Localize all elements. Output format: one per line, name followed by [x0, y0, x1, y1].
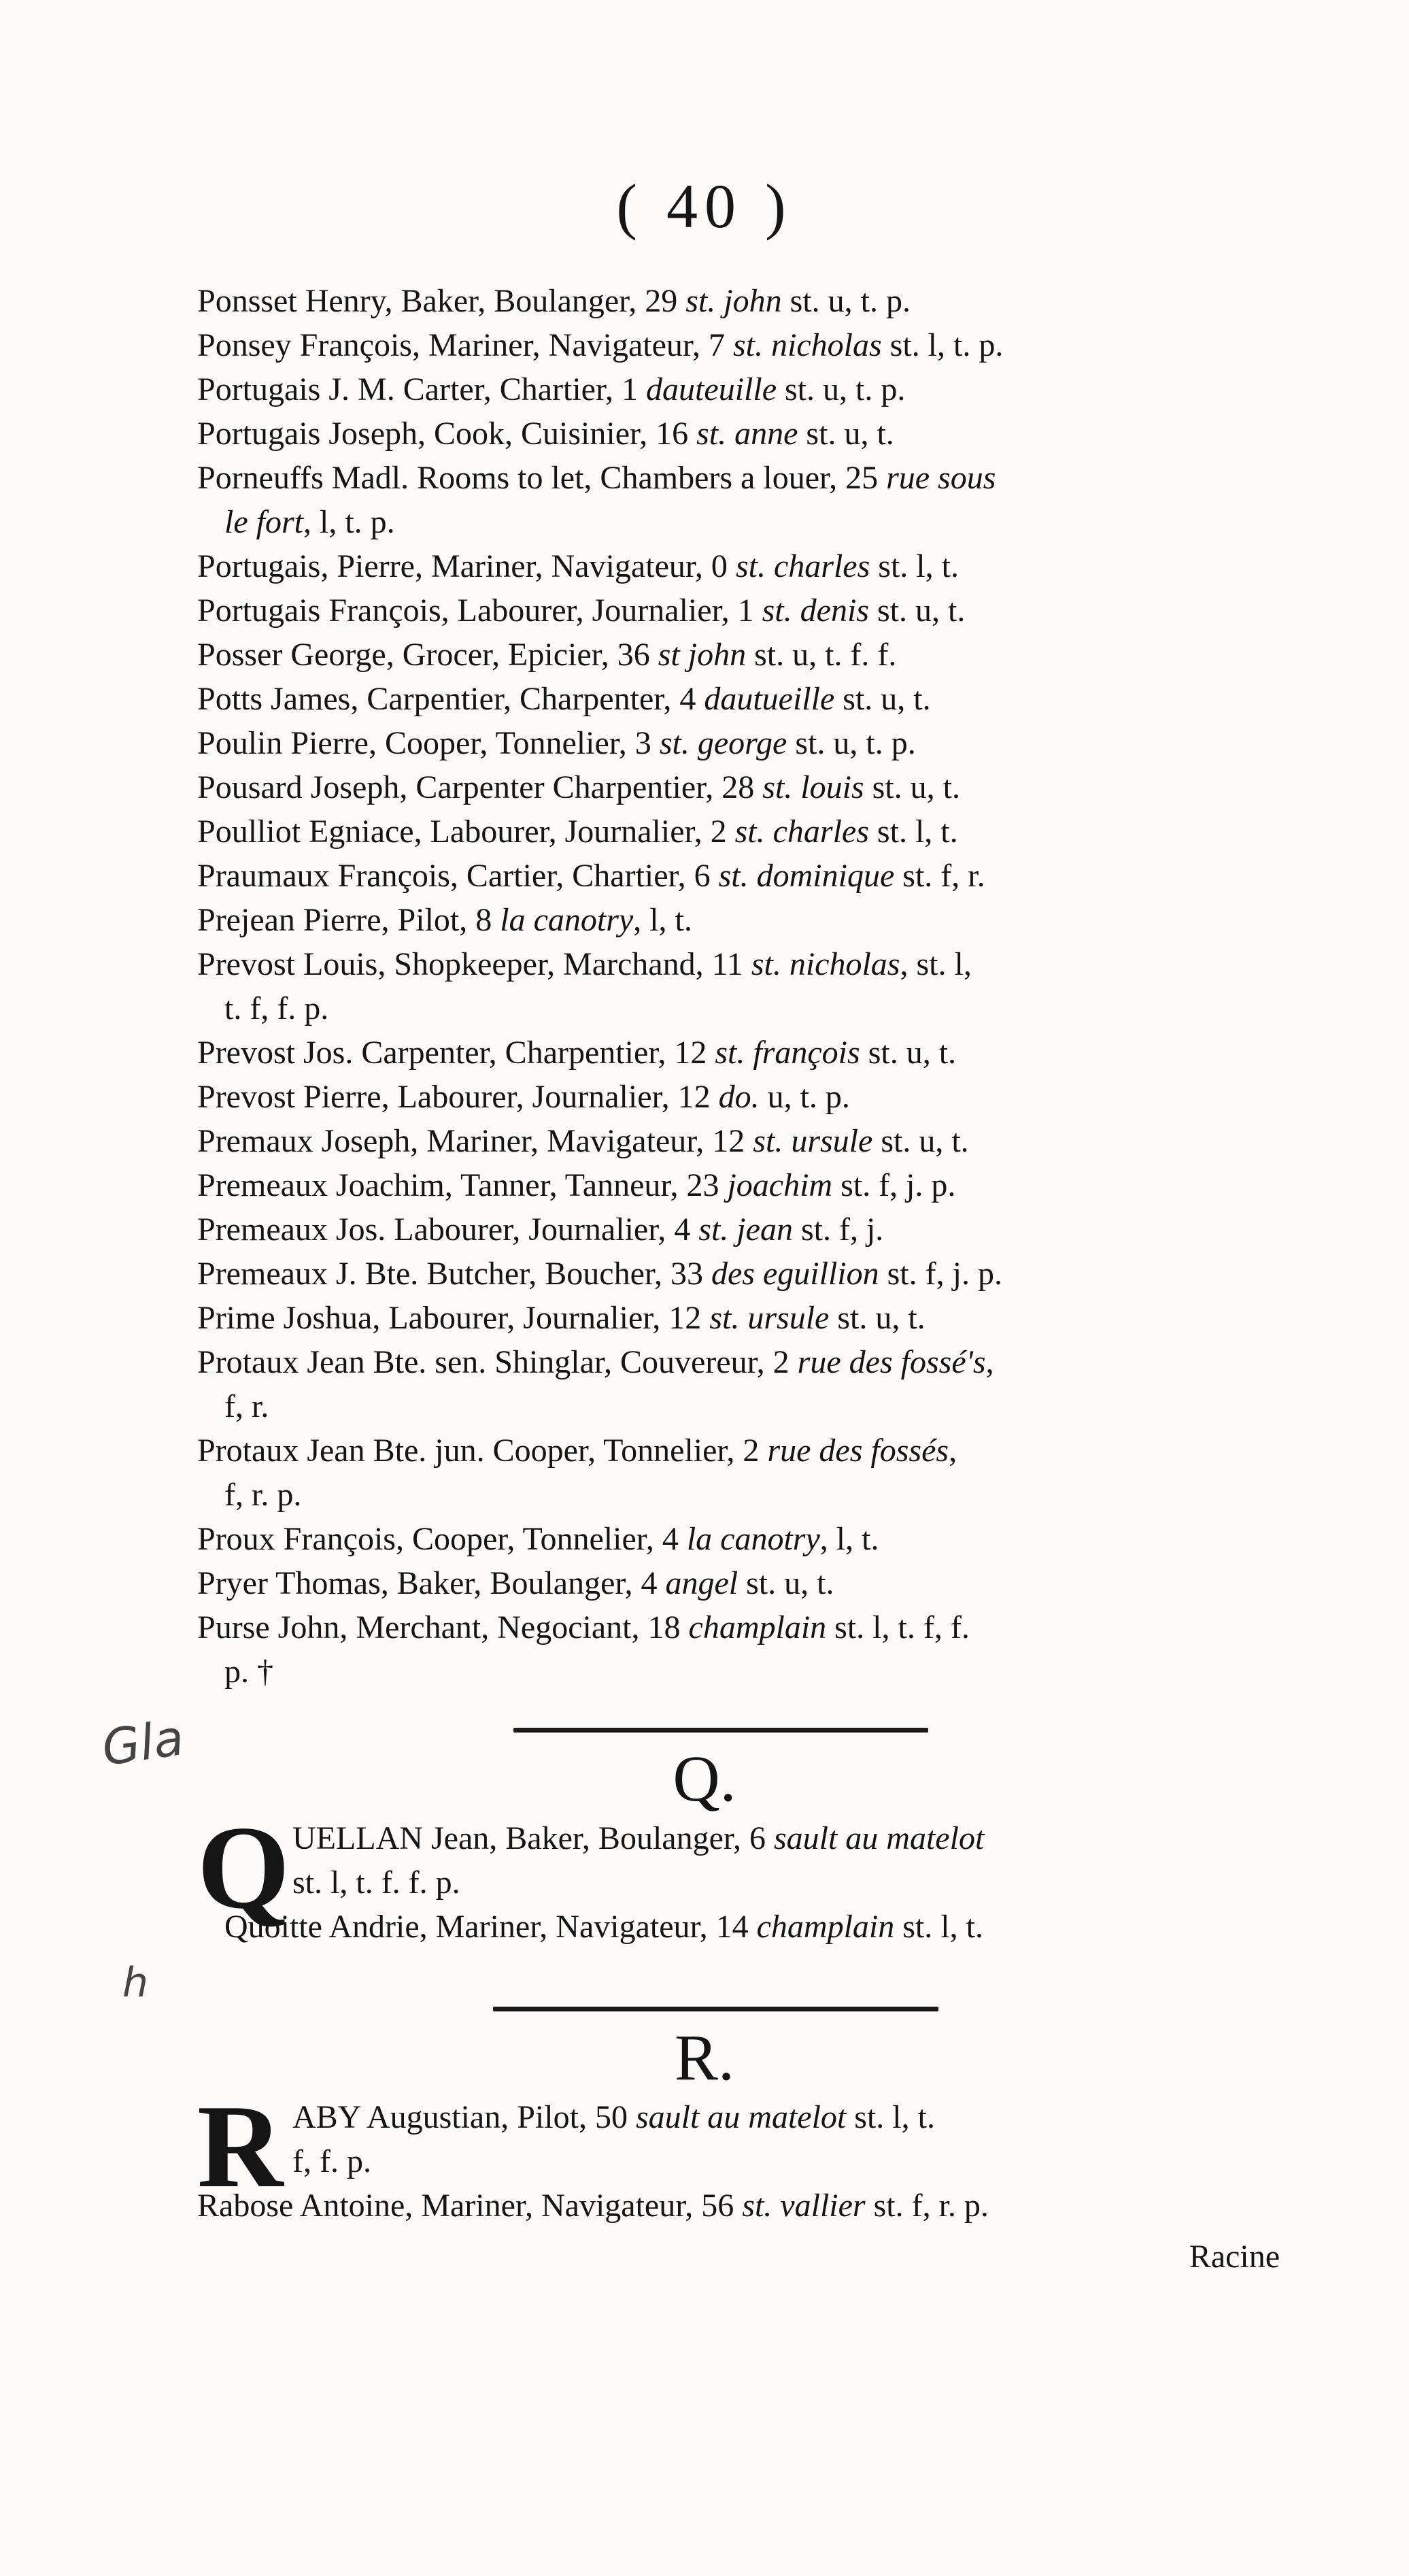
entry-text: Ponsey François, Mariner, Navigateur, 7 [197, 327, 733, 363]
entry-continuation: p. † [224, 1654, 273, 1690]
entry-text: Premaux Joseph, Mariner, Mavigateur, 12 [197, 1123, 753, 1159]
dropcap-r: R [197, 2080, 284, 2212]
entry-text: Purse John, Merchant, Negociant, 18 [197, 1609, 689, 1645]
entry-text: Poulin Pierre, Cooper, Tonnelier, 3 [197, 725, 660, 761]
entry-text: Prevost Pierre, Labourer, Journalier, 12 [197, 1079, 719, 1115]
entry-tail: st. u, t. [834, 681, 931, 717]
directory-entry [197, 633, 1258, 677]
section-heading-q: Q. [673, 1742, 736, 1815]
entry-street: st john [658, 637, 747, 673]
directory-entry [197, 1561, 1258, 1605]
entry-continuation: f, r. [224, 1388, 269, 1424]
entry-tail: , l, t. [819, 1521, 879, 1557]
entry-street: rue sous [886, 460, 996, 496]
directory-entry [197, 588, 1258, 633]
entry-street: st. ursule [753, 1123, 873, 1159]
entry-text: Portugais François, Labourer, Journalier, 1 [197, 592, 762, 629]
entry-tail: st. u, t. [872, 1123, 969, 1159]
entry-tail: st. u, t. [798, 416, 894, 452]
entry-tail: st. l, t. f, f. [826, 1609, 970, 1645]
directory-entries [197, 279, 1258, 1694]
entry-street: la canotry [686, 1521, 820, 1557]
directory-entry [197, 854, 1258, 898]
entry-text: Prime Joshua, Labourer, Journalier, 12 [197, 1300, 710, 1336]
directory-entry [197, 1031, 1258, 1075]
entry-tail: st. f, j. p. [879, 1256, 1002, 1292]
entry-text: Premeaux Jos. Labourer, Journalier, 4 [197, 1211, 699, 1248]
entry-street: sault au matelot [773, 1820, 985, 1856]
directory-entry [197, 1163, 1258, 1207]
directory-entry [197, 898, 1258, 942]
entry-continuation: f, f. p. [292, 2143, 371, 2179]
entry-street: st. vallier [742, 2188, 866, 2224]
margin-annotation-upper: Gla [98, 1709, 188, 1777]
directory-entry [197, 412, 1258, 456]
entry-text: Rabose Antoine, Mariner, Navigateur, 56 [197, 2188, 743, 2224]
directory-entry [197, 721, 1258, 765]
entry-text: Proux François, Cooper, Tonnelier, 4 [197, 1521, 687, 1557]
entry-continuation [197, 500, 1258, 544]
entry-tail: , [949, 1433, 957, 1469]
entry-tail: , st. l, [900, 946, 972, 982]
entry-tail: , l, t. p. [303, 504, 395, 540]
entry-street: dauteuille [646, 371, 777, 407]
entry-street: la canotry [500, 902, 634, 938]
entry-street: angel [665, 1565, 739, 1601]
directory-entry [197, 456, 1258, 544]
entry-text: Praumaux François, Cartier, Chartier, 6 [197, 858, 719, 894]
entry-tail: st. f, r. [894, 858, 985, 894]
section-q [197, 1801, 1258, 1949]
entry-continuation: t. f, f. p. [224, 990, 329, 1026]
entry-street: st. nicholas [751, 946, 900, 982]
entry-text: Ponsset Henry, Baker, Boulanger, 29 [197, 283, 686, 319]
section-r [197, 2080, 1258, 2228]
directory-entry [197, 544, 1258, 588]
entry-tail: st. l, t. [868, 814, 958, 850]
entry-tail: , l, t. [633, 902, 692, 938]
catchword: Racine [1189, 2239, 1280, 2275]
entry-text: Prevost Jos. Carpenter, Charpentier, 12 [197, 1035, 715, 1071]
entry-street: st. ursule [709, 1300, 830, 1336]
margin-annotation-lower: h [122, 1959, 149, 2007]
directory-entry [197, 279, 1258, 323]
entry-street: st. george [659, 725, 787, 761]
entry-street: rue des fossé's [797, 1344, 986, 1380]
entry-street: sault au matelot [635, 2099, 847, 2135]
directory-entry [197, 765, 1258, 809]
entry-street: st. louis [762, 769, 864, 805]
entry-tail: st. u, t. p. [781, 283, 911, 319]
entry-text: UELLAN Jean, Baker, Boulanger, 6 [292, 1820, 774, 1856]
entry-tail: st. u, t. p. [787, 725, 916, 761]
directory-entry [197, 1517, 1258, 1561]
entry-continuation: f, r. p. [224, 1477, 302, 1513]
entry-text: Porneuffs Madl. Rooms to let, Chambers a louer, 25 [197, 460, 887, 496]
directory-entry [197, 323, 1258, 367]
directory-entry [197, 1207, 1258, 1252]
entry-tail: st. l, t. [870, 548, 959, 584]
directory-entry [197, 1605, 1258, 1694]
directory-entry [197, 367, 1258, 412]
entry-text: Potts James, Carpentier, Charpenter, 4 [197, 681, 704, 717]
directory-entry [197, 1340, 1258, 1428]
entry-tail: st. u, t. [738, 1565, 834, 1601]
entry-text: Portugais Joseph, Cook, Cuisinier, 16 [197, 416, 697, 452]
entry-street: dautueille [704, 681, 835, 717]
section-divider-r [493, 2007, 938, 2011]
entry-tail: st. l, t. [894, 1909, 983, 1945]
entry-text: Prevost Louis, Shopkeeper, Marchand, 11 [197, 946, 751, 982]
dropcap-q: Q [197, 1801, 290, 1933]
entry-tail: st. u, t. [860, 1035, 957, 1071]
directory-entry [197, 1075, 1258, 1119]
entry-text: Protaux Jean Bte. sen. Shinglar, Couvereur, 2 [197, 1344, 798, 1380]
entry-street: st. anne [696, 416, 798, 452]
entry-text: Portugais J. M. Carter, Chartier, 1 [197, 371, 647, 407]
directory-entry [197, 1296, 1258, 1340]
entry-text: Poulliot Egniace, Labourer, Journalier, 2 [197, 814, 735, 850]
section-heading-r: R. [674, 2021, 735, 2094]
entry-street: st. denis [762, 592, 869, 629]
entry-tail: st. f, j. p. [832, 1167, 956, 1203]
directory-entry [197, 1428, 1258, 1517]
entry-street: joachim [727, 1167, 833, 1203]
directory-entry [197, 942, 1258, 1031]
directory-entry [197, 1119, 1258, 1163]
entry-tail: st. u, t. [864, 769, 960, 805]
entry-tail: st. u, t. f. f. [746, 637, 897, 673]
directory-entry [197, 1252, 1258, 1296]
directory-entry [197, 809, 1258, 854]
entry-street: st. dominique [718, 858, 895, 894]
entry-street: champlain [688, 1609, 827, 1645]
entry-text: Premeaux J. Bte. Butcher, Boucher, 33 [197, 1256, 711, 1292]
entry-street: st. jean [698, 1211, 793, 1248]
entry-text: Pousard Joseph, Carpenter Charpentier, 28 [197, 769, 763, 805]
entry-text: Prejean Pierre, Pilot, 8 [197, 902, 500, 938]
entry-text: Quoitte Andrie, Mariner, Navigateur, 14 [224, 1909, 757, 1945]
entry-tail: st. u, t. [868, 592, 966, 629]
entry-text: Portugais, Pierre, Mariner, Navigateur, 0 [197, 548, 736, 584]
entry-text: Protaux Jean Bte. jun. Cooper, Tonnelier, 2 [197, 1433, 768, 1469]
entry-street: le fort [224, 504, 303, 540]
entry-street: rue des fossés [767, 1433, 949, 1469]
entry-street: des eguillion [711, 1256, 879, 1292]
page-number: ( 40 ) [616, 171, 793, 241]
entry-street: do. [718, 1079, 760, 1115]
entry-tail: , [985, 1344, 994, 1380]
entry-street: st. charles [734, 814, 869, 850]
entry-tail: st. u, t. [829, 1300, 926, 1336]
entry-rabose [197, 2184, 1258, 2228]
entry-text: Pryer Thomas, Baker, Boulanger, 4 [197, 1565, 666, 1601]
entry-street: st. charles [735, 548, 870, 584]
entry-text: ABY Augustian, Pilot, 50 [292, 2099, 636, 2135]
entry-tail: st. u, t. p. [777, 371, 906, 407]
entry-text: Premeaux Joachim, Tanner, Tanneur, 23 [197, 1167, 728, 1203]
entry-tail: st. f, r. p. [865, 2188, 989, 2224]
entry-street: st. john [685, 283, 782, 319]
entry-continuation: st. l, t. f. f. p. [292, 1864, 460, 1901]
entry-street: st. nicholas [732, 327, 882, 363]
entry-tail: st. f, j. [792, 1211, 884, 1248]
entry-text: Posser George, Grocer, Epicier, 36 [197, 637, 658, 673]
directory-entry [197, 677, 1258, 721]
entry-street: champlain [756, 1909, 895, 1945]
entry-tail: u, t. p. [759, 1079, 850, 1115]
entry-quoitte [197, 1905, 1258, 1949]
entry-tail: st. l, t. p. [881, 327, 1004, 363]
section-divider-q [513, 1728, 928, 1733]
entry-street: st. françois [715, 1035, 860, 1071]
entry-tail: st. l, t. [846, 2099, 935, 2135]
